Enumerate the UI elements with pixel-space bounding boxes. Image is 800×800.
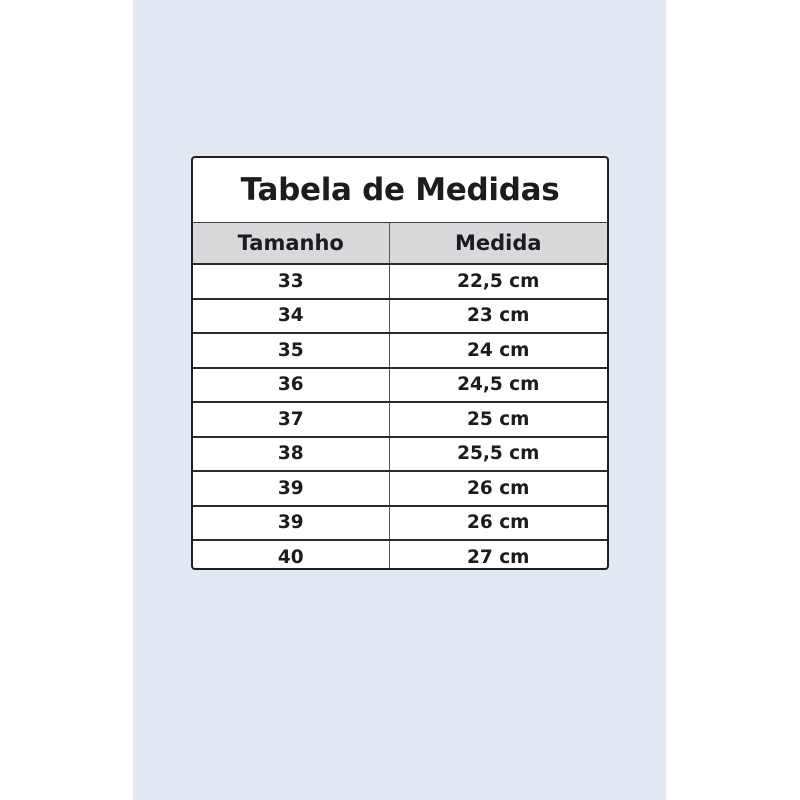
table-row <box>193 333 607 368</box>
measure-cell: 24 cm <box>389 333 607 368</box>
size-cell: 33 <box>193 264 389 299</box>
size-table <box>193 223 607 570</box>
measure-cell: 25,5 cm <box>389 437 607 472</box>
size-cell: 38 <box>193 437 389 472</box>
size-cell: 39 <box>193 471 389 506</box>
size-cell: 40 <box>277 546 304 568</box>
table-row <box>193 368 607 403</box>
measure-cell: 22,5 cm <box>389 264 607 299</box>
measure-cell: 26 cm <box>389 506 607 541</box>
table-row <box>193 402 607 437</box>
table-row <box>193 471 607 506</box>
measure-cell: 27 cm <box>389 540 607 570</box>
table-row <box>193 540 607 570</box>
measure-cell: 24,5 cm <box>389 368 607 403</box>
size-cell: 37 <box>193 402 389 437</box>
size-cell: 36 <box>193 368 389 403</box>
table-row <box>193 506 607 541</box>
header-measure: Medida <box>389 223 607 264</box>
table-row <box>193 437 607 472</box>
measure-cell: 25 cm <box>389 402 607 437</box>
size-cell: 34 <box>193 299 389 334</box>
table-body <box>193 264 607 570</box>
table-row <box>193 299 607 334</box>
header-size: Tamanho <box>193 223 389 264</box>
size-cell: 39 <box>193 506 389 541</box>
table-header-row <box>193 223 607 264</box>
table-row <box>193 264 607 299</box>
size-chart-card <box>191 156 609 570</box>
measure-cell: 23 cm <box>389 299 607 334</box>
size-cell: 35 <box>193 333 389 368</box>
measure-cell: 26 cm <box>389 471 607 506</box>
chart-title: Tabela de Medidas <box>193 158 607 223</box>
